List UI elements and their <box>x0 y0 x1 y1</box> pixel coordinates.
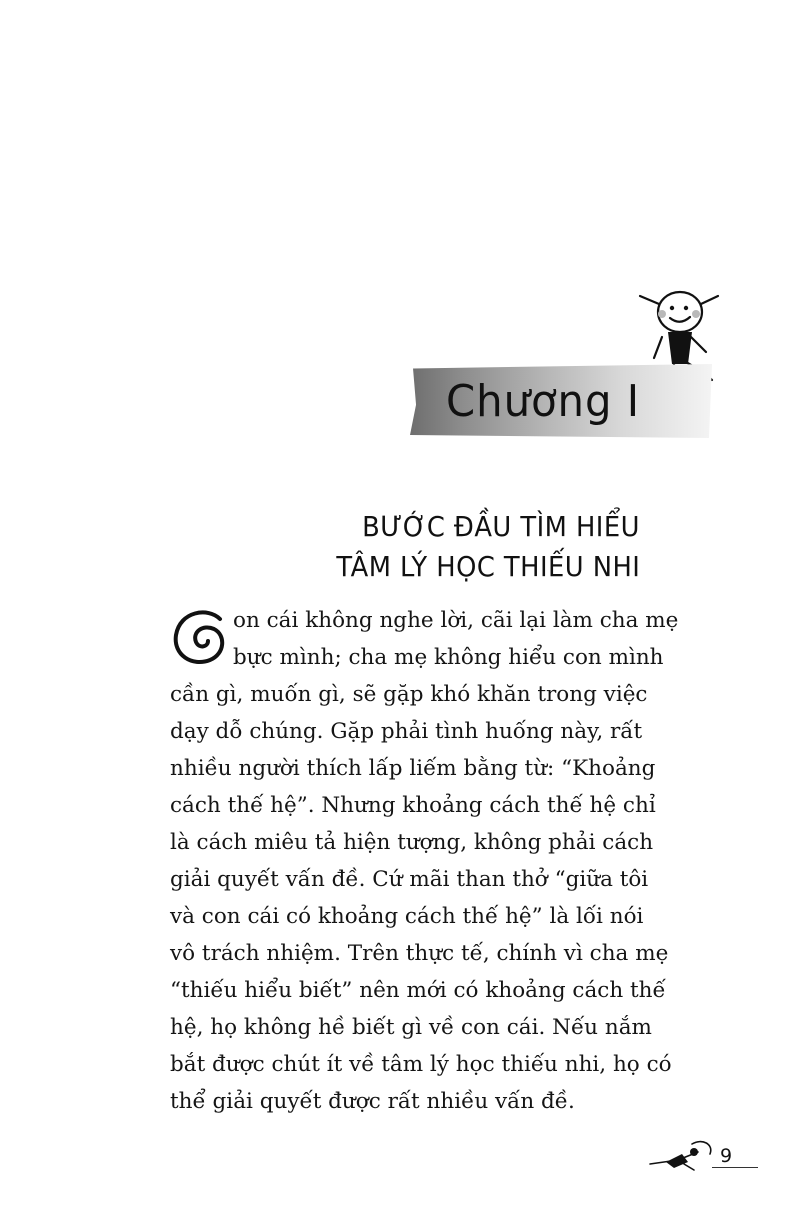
body-line: vô trách nhiệm. Trên thực tế, chính vì cha mẹ <box>170 941 669 966</box>
body-line: hệ, họ không hề biết gì về con cái. Nếu nắm <box>170 1015 652 1040</box>
body-line: và con cái có khoảng cách thế hệ” là lối nói <box>170 904 644 929</box>
body-line: cần gì, muốn gì, sẽ gặp khó khăn trong việc <box>170 682 648 707</box>
body-line: giải quyết vấn đề. Cứ mãi than thở “giữa tôi <box>170 867 649 892</box>
body-line: dạy dỗ chúng. Gặp phải tình huống này, rất <box>170 719 643 744</box>
body-line: bực mình; cha mẹ không hiểu con mình <box>233 645 664 670</box>
body-line: nhiều người thích lấp liếm bằng từ: “Khoảng <box>170 756 656 781</box>
body-line: là cách miêu tả hiện tượng, không phải cách <box>170 830 654 855</box>
chapter-label: Chương I <box>446 376 640 427</box>
chapter-title-line-2: TÂM LÝ HỌC THIẾU NHI <box>336 550 640 583</box>
footer-rule <box>712 1167 758 1168</box>
body-line: bắt được chút ít về tâm lý học thiếu nhi, họ có <box>170 1052 672 1077</box>
body-line: “thiếu hiểu biết” nên mới có khoảng cách thế <box>170 978 666 1003</box>
body-line: thể giải quyết được rất nhiều vấn đề. <box>170 1089 575 1114</box>
flying-figure-icon <box>648 1138 718 1174</box>
chapter-title-line-1: BƯỚC ĐẦU TÌM HIỂU <box>362 510 640 543</box>
page-number: 9 <box>720 1145 733 1167</box>
body-line: on cái không nghe lời, cãi lại làm cha mẹ <box>233 608 679 633</box>
swirl-c-icon <box>170 605 232 667</box>
body-line: cách thế hệ”. Nhưng khoảng cách thế hệ chỉ <box>170 793 656 818</box>
